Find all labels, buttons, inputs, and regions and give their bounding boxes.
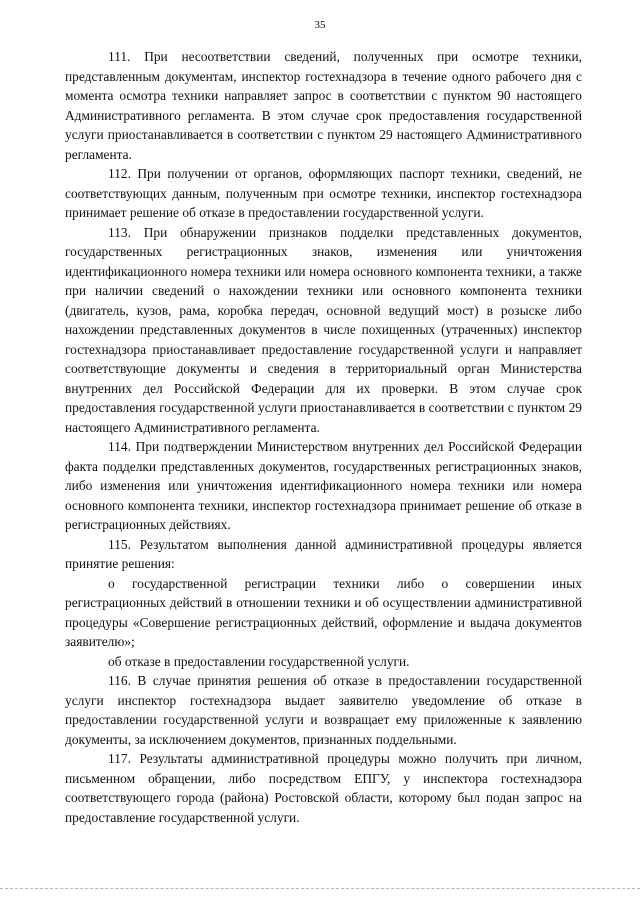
paragraph-115: 115. Результатом выполнения данной административной процедуры является принятие решения: [65,536,582,571]
paragraph-114: 114. При подтверждении Министерством внутренних дел Российской Федерации факта подделки представленных документов, государственных регистрационных знаков, либо изменения или уничтожения идентификационного номера техники или номера основного компонента техники, инспектор гостехнадзора принимает решение об отказе в регистрационных действиях. [65,439,582,532]
paragraph-113: 113. При обнаружении признаков подделки представленных документов, государственных регистрационных знаков, изменения или уничтожения идентификационного номера техники или номера основного компонента техники, а также при наличии сведений о нахождении техники или основного компонента техники (двигатель, кузов, рама, коробка передач, основной ведущий мост) в розыске либо нахождении представленных документов в числе похищенных (утраченных) инспектор гостехнадзора приостанавливает предоставление государственной услуги и направляет соответствующие документы и сведения в территориальный орган Министерства внутренних дел Российской Федерации для их проверки. В этом случае срок предоставления государственной услуги приостанавливается в соответствии с пунктом 29 настоящего Административного регламента. [65,224,582,435]
paragraph-116: 116. В случае принятия решения об отказе в предоставлении государственной услуги инспектор гостехнадзора выдает заявителю уведомление об отказе в предоставлении государственной услуги и возвращает ему приложенные к заявлению документы, за исключением документов, признанных поддельными. [65,673,582,747]
document-body [65,47,582,827]
paragraph-112: 112. При получении от органов, оформляющих паспорт техники, сведений, не соответствующих данным, полученным при осмотре техники, инспектор гостехнадзора принимает решение об отказе в предоставлении государственной услуги. [65,166,582,220]
paragraph-115-option-refusal: об отказе в предоставлении государственной услуги. [108,653,410,669]
paragraph-115-option-registration: о государственной регистрации техники либо о совершении иных регистрационных действий в отношении техники и об осуществлении административной процедуры «Совершение регистрационных действий, оформление и выдача документов заявителю»; [65,575,582,649]
paragraph-117: 117. Результаты административной процедуры можно получить при личном, письменном обращении, либо посредством ЕПГУ, у инспектора гостехнадзора соответствующего города (района) Ростовской области, которому был подан запрос на предоставление государственной услуги. [65,751,582,825]
page-number: 35 [314,19,326,31]
paragraph-111: 111. При несоответствии сведений, полученных при осмотре техники, представленным документам, инспектор гостехнадзора в течение одного рабочего дня с момента осмотра техники направляет запрос в соответствии с пунктом 90 настоящего Административного регламента. В этом случае срок предоставления государственной услуги приостанавливается в соответствии с пунктом 29 настоящего Административного регламента. [65,49,582,162]
scan-bottom-edge [0,888,640,889]
